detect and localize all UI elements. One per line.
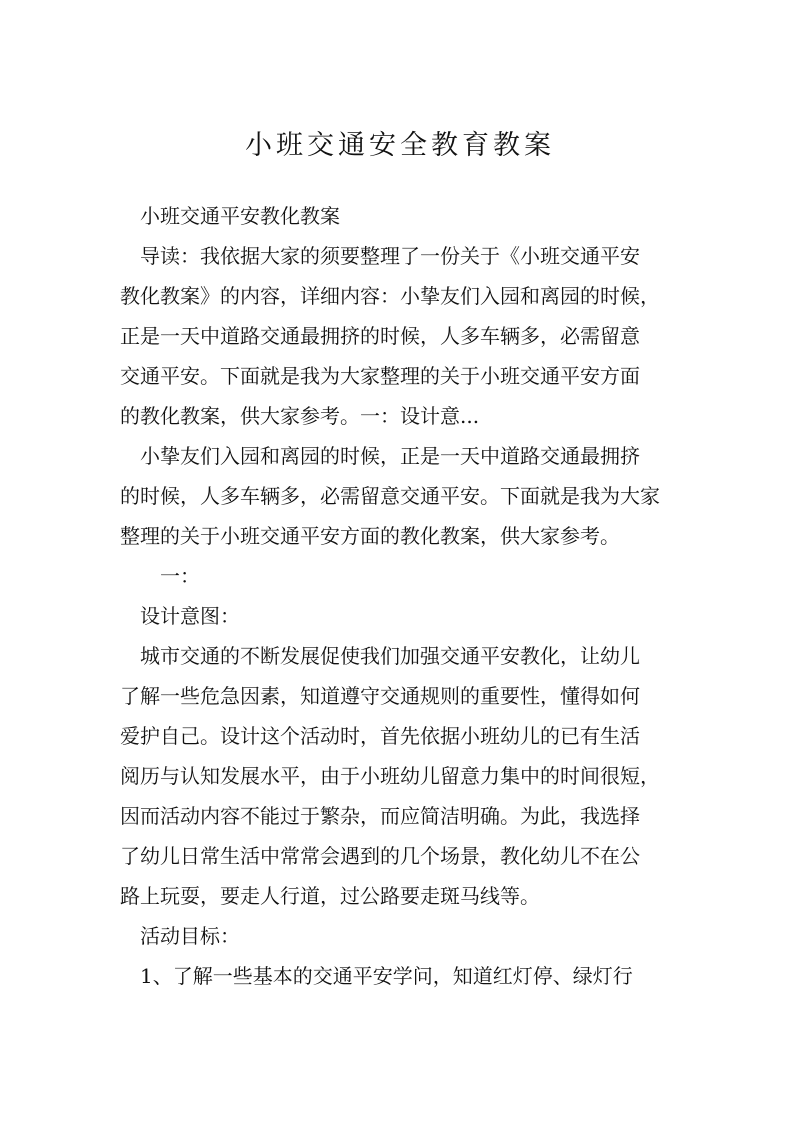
document-body <box>120 196 688 996</box>
text-line: 爱护自己。设计这个活动时，首先依据小班幼儿的已有生活 <box>120 724 640 748</box>
text-line: 城市交通的不断发展促使我们加强交通平安教化，让幼儿 <box>120 644 640 668</box>
text-line: 1、了解一些基本的交通平安学问，知道红灯停、绿灯行 <box>120 964 633 988</box>
text-line: 阅历与认知发展水平，由于小班幼儿留意力集中的时间很短， <box>120 764 660 788</box>
text-line: 路上玩耍，要走人行道，过公路要走斑马线等。 <box>120 884 540 908</box>
document-title: 小班交通安全教育教案 <box>245 130 555 161</box>
text-line: 了幼儿日常生活中常常会遇到的几个场景，教化幼儿不在公 <box>120 844 640 868</box>
text-line: 正是一天中道路交通最拥挤的时候，人多车辆多，必需留意 <box>120 324 640 348</box>
text-line: 导读：我依据大家的须要整理了一份关于《小班交通平安 <box>120 244 640 268</box>
text-line: 小班交通平安教化教案 <box>120 204 340 228</box>
text-line: 一： <box>120 564 200 588</box>
text-line: 的教化教案，供大家参考。一：设计意... <box>120 404 480 428</box>
text-line: 因而活动内容不能过于繁杂，而应简洁明确。为此，我选择 <box>120 804 640 828</box>
text-line: 活动目标： <box>120 924 240 948</box>
text-line: 交通平安。下面就是我为大家整理的关于小班交通平安方面 <box>120 364 640 388</box>
text-line: 整理的关于小班交通平安方面的教化教案，供大家参考。 <box>120 524 620 548</box>
text-line: 设计意图： <box>120 604 240 628</box>
text-line: 的时候，人多车辆多，必需留意交通平安。下面就是我为大家 <box>120 484 660 508</box>
text-line: 了解一些危急因素，知道遵守交通规则的重要性，懂得如何 <box>120 684 640 708</box>
text-line: 教化教案》的内容，详细内容：小挚友们入园和离园的时候， <box>120 284 660 308</box>
text-line: 小挚友们入园和离园的时候，正是一天中道路交通最拥挤 <box>120 444 640 468</box>
